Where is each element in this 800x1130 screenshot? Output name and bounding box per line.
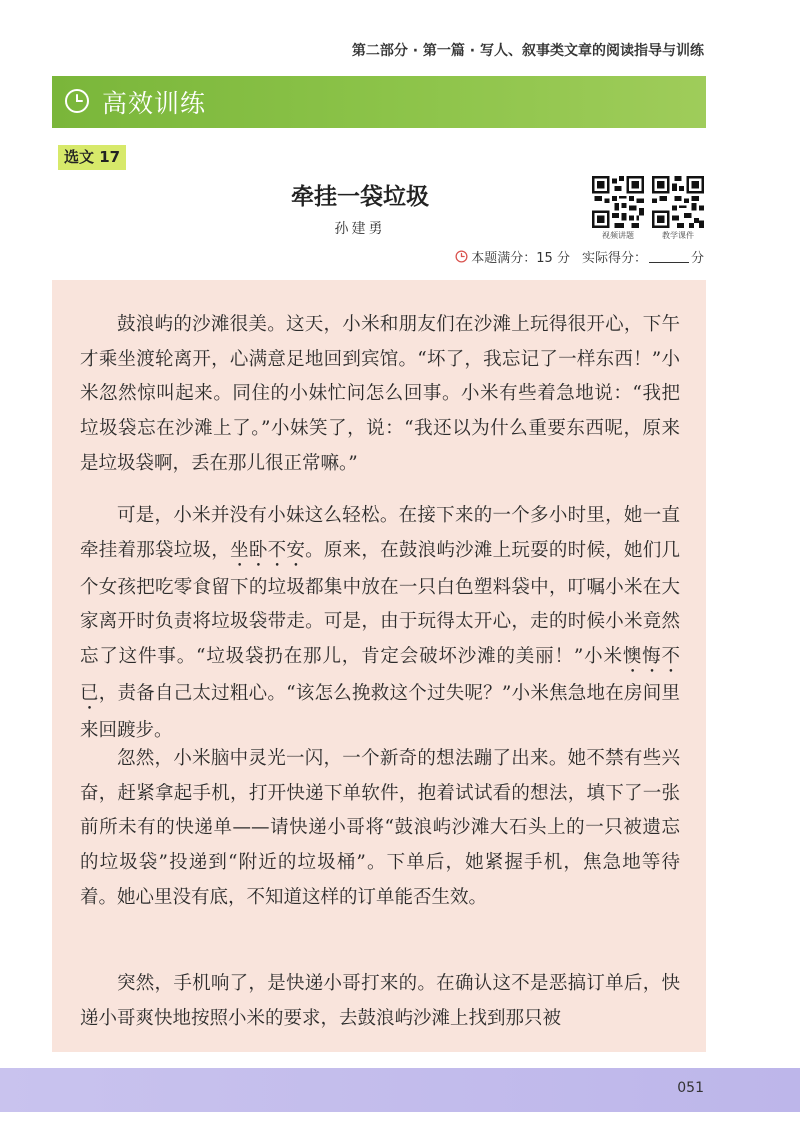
paragraph-3: 忽然，小米脑中灵光一闪，一个新奇的想法蹦了出来。她不禁有些兴奋，赶紧拿起手机，打开快递下单软件，抱着试试看的想法，填下了一张前所未有的快递单——请快递小哥将“鼓浪屿沙滩大石头上的一只被遗忘的垃圾袋”投递到“附近的垃圾桶”。下单后，她紧握手机，焦急地等待着。她心里没有底，不知道这样的订单能否生效。 [80,748,680,908]
reading-passage [52,280,706,1052]
actual-score-blank[interactable] [649,250,689,263]
banner-title: 高效训练 [102,89,207,118]
emphasized-word-zuowobuan: 坐卧不安 [230,539,306,561]
page-number: 051 [677,1080,704,1096]
section-banner [52,76,706,128]
clock-icon [64,88,90,114]
footer-band [0,1068,800,1112]
paragraph-2-part-e: ，责备自己太过粗心。“该怎么挽救这个过失呢？”小米焦急地在房间里来回踱步。 [80,683,680,742]
qr-label-video: 视频讲题 [602,231,634,240]
running-header: 第二部分 · 第一篇 · 写人、叙事类文章的阅读指导与训练 [351,43,704,59]
paragraph-2 [80,499,680,749]
qr-code-video[interactable] [592,176,644,228]
paragraph-1: 鼓浪屿的沙滩很美。这天，小米和朋友们在沙滩上玩得很开心，下午才乘坐渡轮离开，心满意足地回到宾馆。“坏了，我忘记了一样东西！”小米忽然惊叫起来。同住的小妹忙问怎么回事。小米有些着急地说：“我把垃圾袋忘在沙滩上了。”小妹笑了，说：“我还以为什么重要东西呢，原来是垃圾袋啊，丢在那儿很正常嘛。” [80,314,680,474]
emphasized-word-aohuibuyi: 懊悔不已 [80,646,680,705]
paragraph-2-part-c: 。原来，在鼓浪屿沙滩上玩耍的时候，她们几个女孩把吃零食留下的垃圾都集中放在一只白色塑料袋中，叮嘱小米在大家离开时负责将垃圾袋带走。可是，由于玩得太开心，走的时候小米竟然忘了这件事。“垃圾袋扔在那儿，肯定会破坏沙滩的美丽！”小米 [80,539,680,668]
article-author: 孙建勇 [334,221,386,237]
qr-code-courseware[interactable] [652,176,704,228]
section-tag: 选文 17 [58,145,126,170]
actual-score-label: 实际得分： [581,251,647,266]
score-line [455,247,704,266]
timer-icon [455,250,468,263]
paragraph-4: 突然，手机响了，是快递小哥打来的。在确认这不是恶搞订单后，快递小哥爽快地按照小米的要求，去鼓浪屿沙滩上找到那只被 [80,973,680,1029]
score-unit: 分 [690,251,704,266]
full-score: 本题满分：15 分 [471,251,570,266]
article-title: 牵挂一袋垃圾 [291,183,429,210]
paragraph-2-part-a: 可是，小米并没有小妹这么轻松。在接下来的一个多小时里，她一直牵挂着那袋垃圾， [80,505,680,561]
qr-label-courseware: 教学课件 [662,231,694,240]
